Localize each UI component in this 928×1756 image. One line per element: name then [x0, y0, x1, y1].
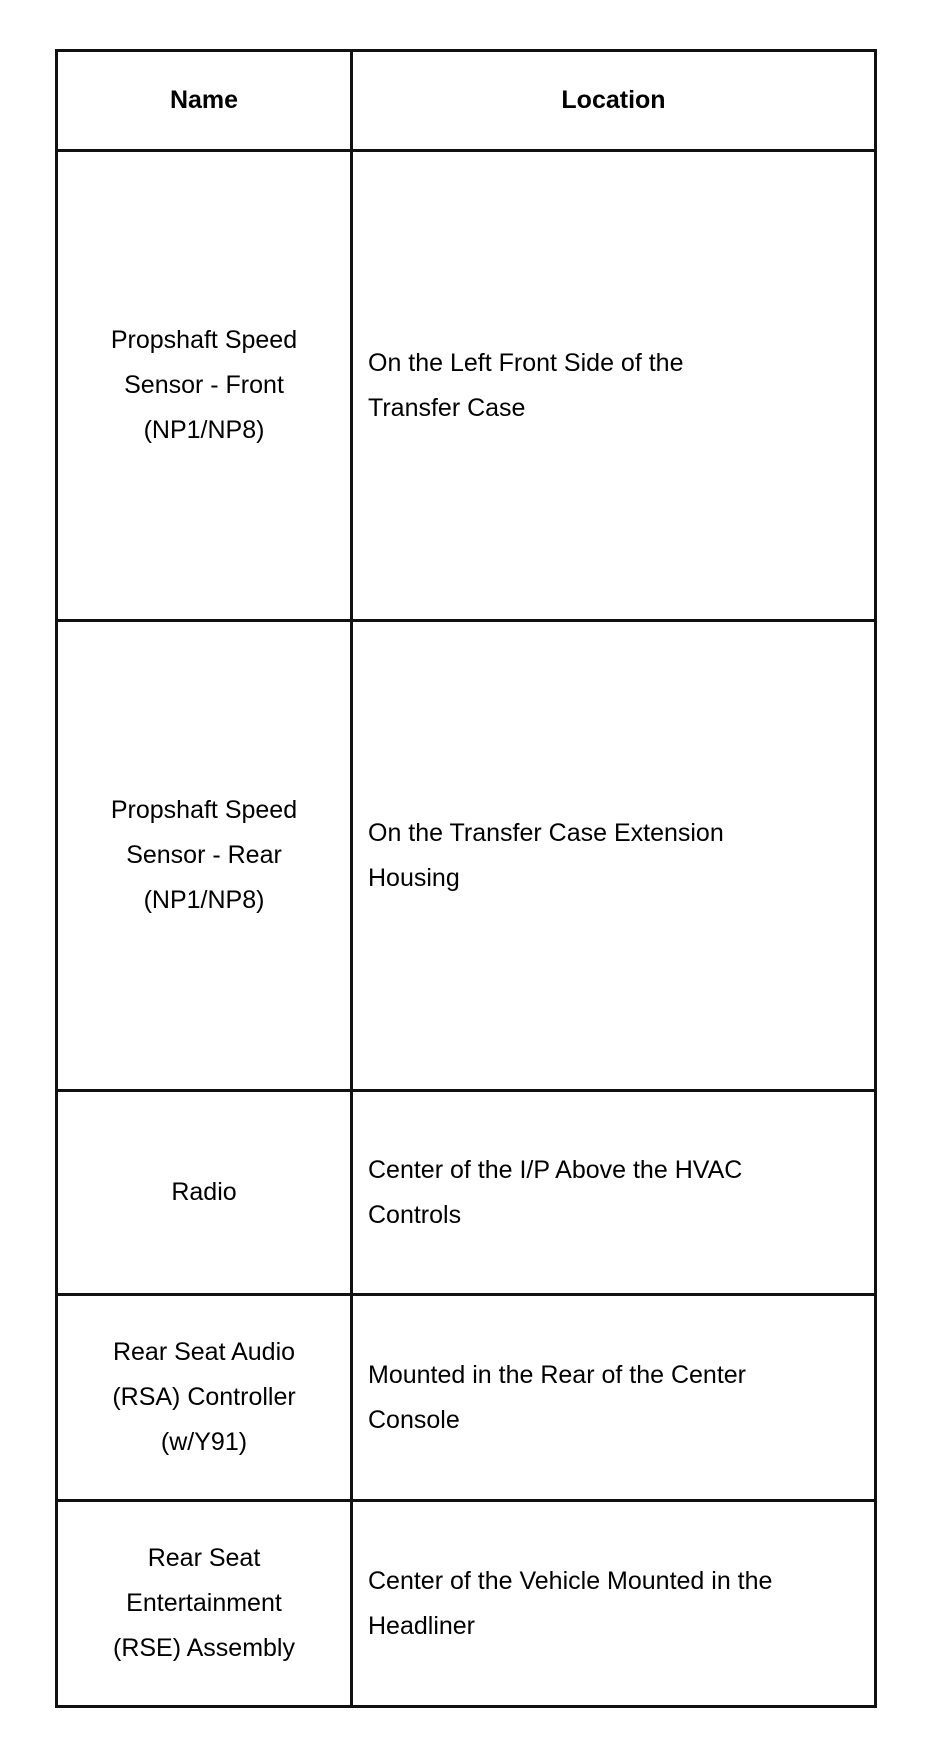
- table-row: [57, 1091, 876, 1295]
- table-header-row: [57, 51, 876, 151]
- location-cell: [352, 151, 876, 621]
- component-location: On the Left Front Side of the Transfer Case: [368, 348, 684, 422]
- table-row: [57, 1501, 876, 1707]
- location-cell: [352, 621, 876, 1091]
- name-cell: [57, 151, 352, 621]
- location-cell: [352, 1091, 876, 1295]
- component-name: Propshaft Speed Sensor - Front (NP1/NP8): [110, 326, 298, 444]
- table-row: [57, 151, 876, 621]
- component-name: Propshaft Speed Sensor - Rear (NP1/NP8): [110, 796, 298, 914]
- name-cell: [57, 1295, 352, 1501]
- component-location: Center of the Vehicle Mounted in the Headliner: [368, 1566, 773, 1640]
- column-header-name: Name: [57, 51, 352, 151]
- component-name: Radio: [171, 1178, 237, 1206]
- component-location: On the Transfer Case Extension Housing: [368, 818, 724, 892]
- table-row: [57, 621, 876, 1091]
- component-name: Rear Seat Audio (RSA) Controller (w/Y91): [112, 1338, 296, 1456]
- component-location: Mounted in the Rear of the Center Console: [368, 1360, 747, 1434]
- table-row: [57, 1295, 876, 1501]
- location-cell: [352, 1295, 876, 1501]
- name-cell: [57, 621, 352, 1091]
- name-cell: [57, 1091, 352, 1295]
- column-header-location: Location: [352, 51, 876, 151]
- location-cell: [352, 1501, 876, 1707]
- component-name: Rear Seat Entertainment (RSE) Assembly: [113, 1544, 295, 1662]
- component-location: Center of the I/P Above the HVAC Controls: [368, 1155, 743, 1229]
- name-cell: [57, 1501, 352, 1707]
- component-location-table: [55, 49, 877, 1708]
